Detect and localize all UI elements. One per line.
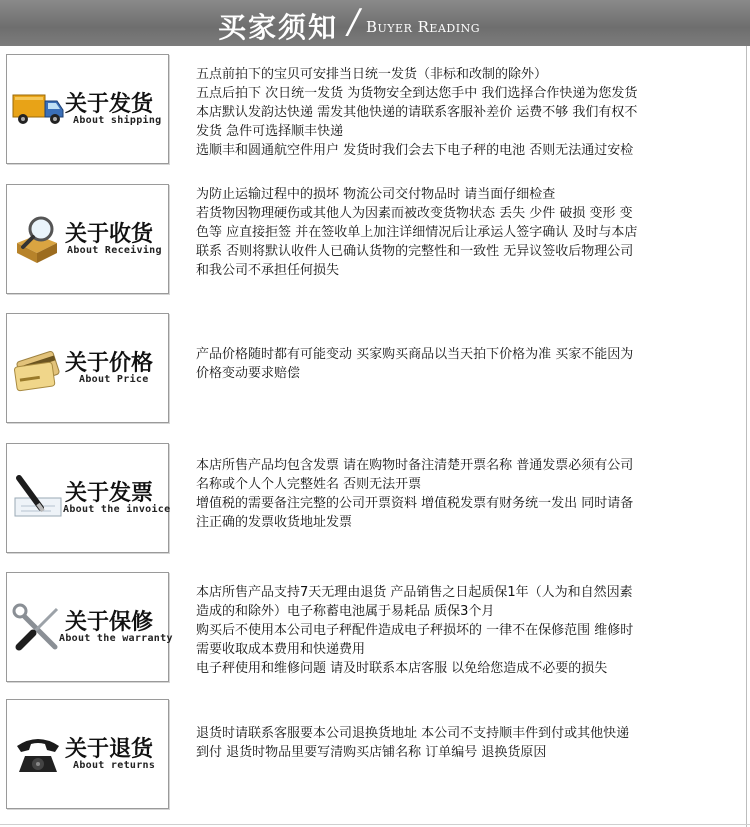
warranty-description (196, 583, 716, 678)
price-title: 关于价格 (65, 350, 154, 376)
price-subtitle: About Price (79, 374, 149, 385)
warranty-title: 关于保修 (65, 609, 154, 635)
desc-line: 名称或个人个人完整姓名 否则无法开票 (196, 477, 422, 492)
shipping-card (6, 54, 169, 164)
desc-line: 增值税的需要备注完整的公司开票资料 增值税发票有财务统一发出 同时请备 (196, 496, 634, 511)
header-subtitle: Buyer Reading (366, 18, 480, 36)
receiving-card (6, 184, 169, 294)
wrench-screwdriver-icon (11, 597, 65, 655)
desc-line: 五点后拍下 次日统一发货 为货物安全到达您手中 我们选择合作快递为您发货 (196, 86, 638, 101)
desc-line: 发货 急件可选择顺丰快递 (196, 124, 344, 139)
desc-line: 联系 否则将默认收件人已确认货物的完整性和一致性 无异议签收后物理公司 (196, 244, 634, 259)
returns-card (6, 699, 169, 809)
header-bar (0, 0, 750, 46)
desc-line: 为防止运输过程中的损坏 物流公司交付物品时 请当面仔细检查 (196, 187, 556, 202)
desc-line: 五点前拍下的宝贝可安排当日统一发货（非标和改制的除外） (196, 67, 548, 82)
desc-line: 价格变动要求赔偿 (196, 366, 301, 381)
delivery-truck-icon (11, 79, 65, 137)
desc-line: 造成的和除外）电子称蓄电池属于易耗品 质保3个月 (196, 604, 495, 619)
header-slash: / (348, 2, 360, 42)
warranty-card (6, 572, 173, 682)
invoice-title: 关于发票 (65, 480, 154, 506)
desc-line: 电子秤使用和维修问题 请及时联系本店客服 以免给您造成不必要的损失 (196, 661, 608, 676)
returns-description (196, 724, 716, 762)
desc-line: 色等 应直接拒签 并在签收单上加注详细情况后让承运人签字确认 及时与本店 (196, 225, 638, 240)
returns-title: 关于退货 (65, 736, 154, 762)
desc-line: 若货物因物理硬伤或其他人为因素而被改变货物状态 丢失 少件 破损 变形 变 (196, 206, 633, 221)
telephone-icon (11, 724, 65, 782)
returns-subtitle: About returns (73, 760, 156, 771)
price-description (196, 345, 716, 383)
invoice-description (196, 456, 716, 532)
receiving-description (196, 185, 716, 280)
desc-line: 选顺丰和圆通航空件用户 发货时我们会去下电子秤的电池 否则无法通过安检 (196, 143, 634, 158)
desc-line: 本店所售产品支持7天无理由退货 产品销售之日起质保1年（人为和自然因素 (196, 585, 633, 600)
invoice-subtitle: About the invoice (63, 504, 171, 515)
desc-line: 产品价格随时都有可能变动 买家购买商品以当天拍下价格为准 买家不能因为 (196, 347, 634, 362)
price-card (6, 313, 169, 423)
shipping-description (196, 65, 716, 160)
desc-line: 注正确的发票收货地址发票 (196, 515, 353, 530)
right-border (746, 46, 747, 827)
desc-line: 和我公司不承担任何损失 (196, 263, 340, 278)
credit-card-icon (11, 338, 65, 396)
desc-line: 本店默认发韵达快递 需发其他快递的请联系客服补差价 运费不够 我们有权不 (196, 105, 638, 120)
receiving-subtitle: About Receiving (67, 245, 162, 256)
shipping-subtitle: About shipping (73, 115, 162, 126)
desc-line: 退货时请联系客服要本公司退换货地址 本公司不支持顺丰件到付或其他快递 (196, 726, 630, 741)
desc-line: 购买后不使用本公司电子秤配件造成电子秤损坏的 一律不在保修范围 维修时 (196, 623, 634, 638)
receiving-title: 关于收货 (65, 221, 154, 247)
bottom-border (0, 824, 750, 825)
header-title: 买家须知 (218, 11, 339, 44)
magnifier-package-icon (11, 209, 65, 267)
invoice-card (6, 443, 169, 553)
desc-line: 本店所售产品均包含发票 请在购物时备注清楚开票名称 普通发票必须有公司 (196, 458, 634, 473)
shipping-title: 关于发货 (65, 91, 154, 117)
desc-line: 需要收取成本费用和快递费用 (196, 642, 366, 657)
warranty-subtitle: About the warranty (59, 633, 173, 644)
pen-invoice-icon (11, 468, 65, 526)
desc-line: 到付 退货时物品里要写清购买店铺名称 订单编号 退换货原因 (196, 745, 547, 760)
